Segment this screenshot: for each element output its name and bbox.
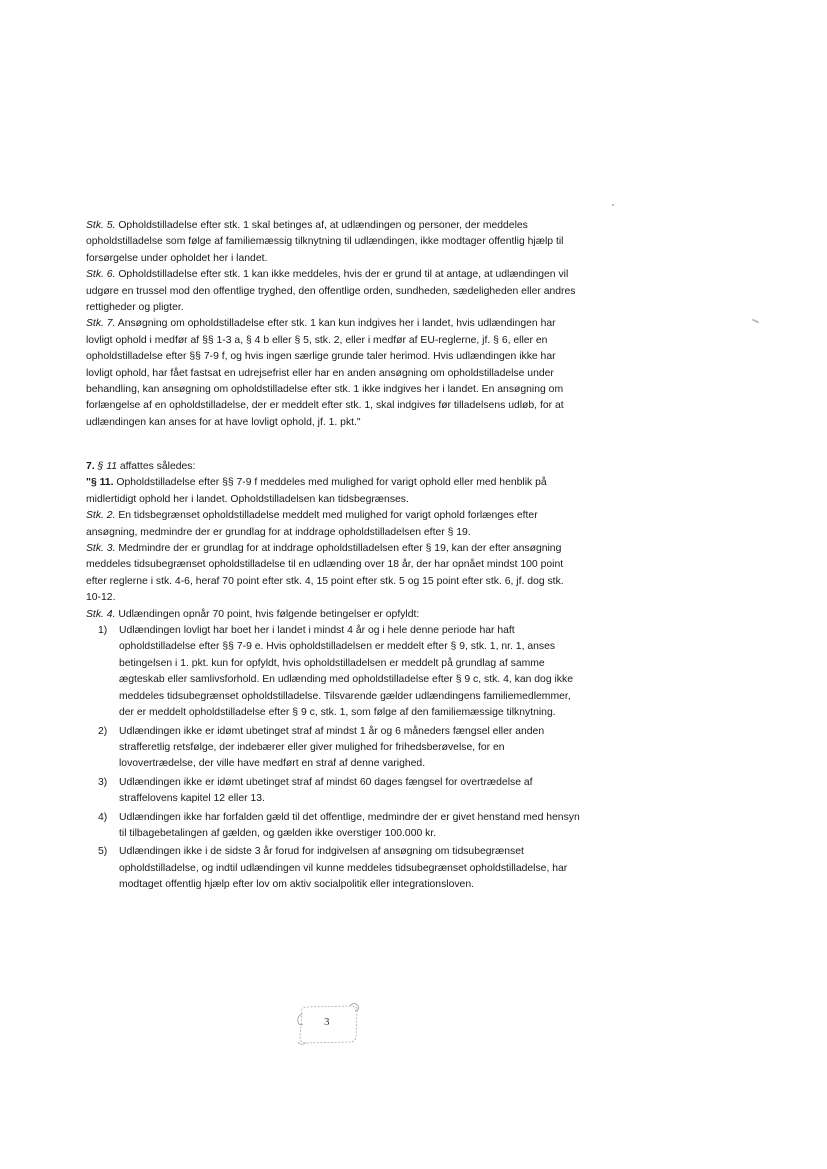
list-item	[86, 810, 580, 843]
stk7-text: Ansøgning om opholdstilladelse efter stk. 1 kan kun indgives her i landet, hvis udlændingen har lovligt ophold i medfør af §§ 1-3 a, § 4 b eller § 5, stk. 2, eller i medfør af EU-reglerne, jf. § 6, eller en opholdstilladelse efter §§ 7-9 f, og hvis ingen særlige grunde taler herimod. Hvis udlændingen ikke har lovligt ophold, har fået fastsat en udrejsefrist eller har en anden ansøgning om opholdstilladelse under behandling, kan ansøgning om opholdstilladelse efter stk. 1 ikke indgives her i landet. En ansøgning om forlængelse af en opholdstilladelse, der er meddelt efter stk. 1, skal indgives før tilladelsens udløb, for at udlændingen kan anses for at have lovligt ophold, jf. 1. pkt."	[86, 318, 564, 428]
list-item-text: Udlændingen ikke i de sidste 3 år forud for indgivelsen af ansøgning om tidsubegrænset opholdstilladelse, og indtil udlændingen vil kunne meddeles tidsubegrænset opholdstilladelse, har modtaget offentlig hjælp efter lov om aktiv socialpolitik eller integrationsloven.	[119, 846, 568, 891]
stk6-text: Opholdstilladelse efter stk. 1 kan ikke meddeles, hvis der er grund til at antage, at udlændingen vil udgøre en trussel mod den offentlige tryghed, den offentlige orden, sundheden, sædeligheden eller andres rettigheder og pligter.	[86, 269, 576, 314]
section-7-number: 7.	[86, 461, 95, 472]
list-item	[86, 623, 580, 721]
scan-speck	[752, 319, 759, 324]
stk7-paragraph	[86, 316, 580, 431]
list-item-number: 3)	[98, 776, 108, 788]
list-item-text: Udlændingen ikke er idømt ubetinget straf af mindst 60 dages fængsel for overtrædelse af straffelovens kapitel 12 eller 13.	[119, 776, 533, 805]
paragraph-11-text: Opholdstilladelse efter §§ 7-9 f meddeles med mulighed for varigt ophold eller med henblik på midlertidigt ophold her i landet. Opholdstilladelsen kan tidsbegrænses.	[86, 477, 547, 505]
list-item	[86, 724, 580, 773]
s11-stk3-paragraph	[86, 541, 580, 607]
s11-stk4-paragraph	[86, 607, 580, 623]
section-7-ref: § 11	[97, 461, 118, 472]
list-item-text: Udlændingen lovligt har boet her i landet i mindst 4 år og i hele denne periode har haft opholdstilladelse efter §§ 7-9 e. Hvis opholdstilladelsen er meddelt efter § 9, stk. 1, nr. 1, anses betingelsen i 1. pkt. kun for opfyldt, hvis opholdstilladelsen er meddelt på grundlag af samme ægteskab eller samlivsforhold. En udlænding med opholdstilladelse efter § 9 c, stk. 4, kan dog ikke meddeles tidsubegrænset opholdstilladelse. Tilsvarende gælder udlændingens familiemedlemmer, der er meddelt opholdstilladelse efter § 9 c, stk. 1, som følge af den familiemæssige tilknytning.	[119, 625, 573, 719]
paragraph-11-quote: "	[86, 477, 91, 489]
top-section	[86, 218, 580, 431]
stk5-text: Opholdstilladelse efter stk. 1 skal betinges af, at udlændingen og personer, der meddeles opholdstilladelse som følge af familiemæssig tilknytning til udlændingen, ikke modtager offentlig hjælp til forsørgelse under opholdet her i landet.	[86, 220, 564, 264]
paragraph-11	[86, 475, 580, 508]
s11-stk3-label: Stk. 3.	[86, 543, 116, 555]
conditions-list	[86, 623, 580, 894]
scan-speck	[612, 204, 614, 206]
section-7-intro: affattes således:	[117, 461, 196, 472]
stk5-paragraph	[86, 218, 580, 267]
stk7-label: Stk. 7.	[86, 318, 116, 330]
s11-stk3-text: Medmindre der er grundlag for at inddrage opholdstilladelsen efter § 19, kan der efter ansøgning meddeles tidsubegrænset opholdstilladelse til en udlænding over 18 år, der har opnået mindst 100 point efter reglerne i stk. 4-6, heraf 70 point efter stk. 4, 15 point efter stk. 5 og 15 point efter stk. 6, jf. dog stk. 10-12.	[86, 543, 564, 604]
list-item-number: 4)	[98, 811, 108, 823]
s11-stk2-label: Stk. 2.	[86, 510, 116, 522]
stk6-label: Stk. 6.	[86, 269, 116, 281]
list-item-text: Udlændingen ikke har forfalden gæld til det offentlige, medmindre der er givet henstand med hensyn til tilbagebetalingen af gælden, og gælden ikke overstiger 100.000 kr.	[119, 811, 580, 839]
list-item	[86, 844, 580, 893]
stk6-paragraph	[86, 267, 580, 316]
list-item-text: Udlændingen ikke er idømt ubetinget straf af mindst 1 år og 6 måneders fængsel eller anden strafferetlig retsfølge, der indebærer eller giver mulighed for frihedsberøvelse, for en lovovertrædelse, der ville have medført en straf af denne varighed.	[119, 725, 545, 770]
list-item-number: 5)	[98, 846, 108, 858]
s11-stk2-paragraph	[86, 508, 580, 541]
s11-stk4-text: Udlændingen opnår 70 point, hvis følgende betingelser er opfyldt:	[115, 608, 420, 620]
page-number-stamp	[294, 1002, 362, 1048]
stk5-label: Stk. 5.	[86, 220, 116, 231]
page-number: 3	[324, 1016, 330, 1028]
section-7-heading	[86, 459, 580, 475]
list-item-number: 2)	[98, 725, 108, 737]
list-item-number: 1)	[98, 625, 108, 637]
s11-stk2-text: En tidsbegrænset opholdstilladelse meddelt med mulighed for varigt ophold forlænges efter ansøgning, medmindre der er grundlag for at inddrage opholdstilladelsen efter § 19.	[86, 510, 538, 538]
paragraph-11-label: § 11.	[90, 477, 114, 489]
section-7	[86, 459, 580, 896]
list-item	[86, 775, 580, 808]
s11-stk4-label: Stk. 4.	[86, 608, 116, 620]
